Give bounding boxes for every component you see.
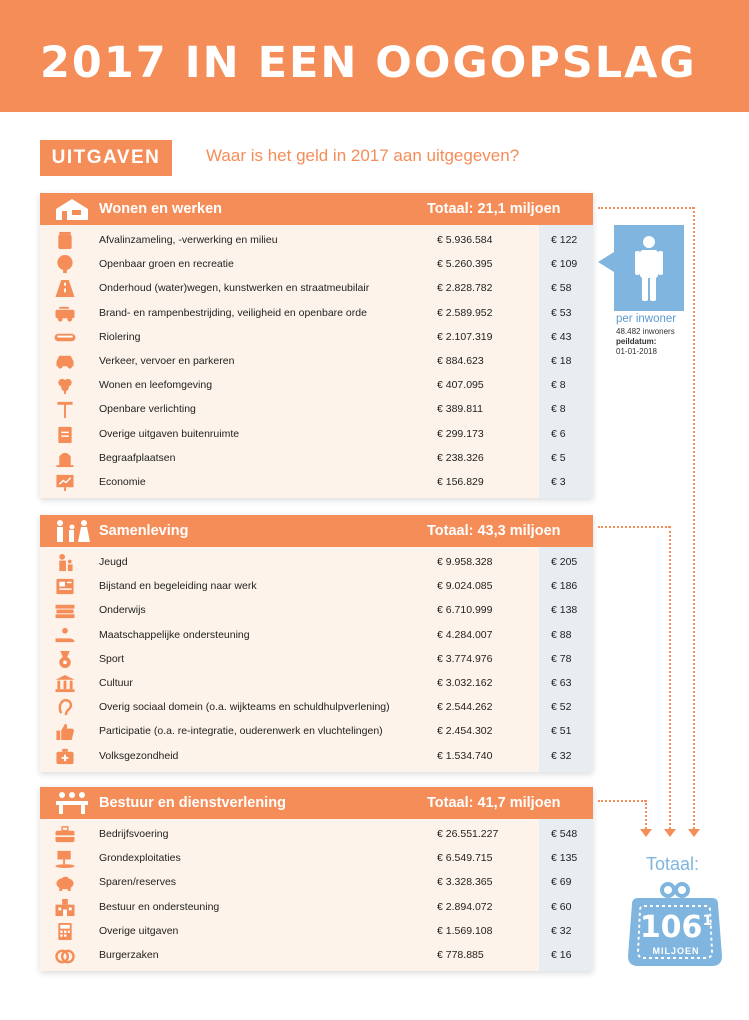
piggy-bank-icon <box>53 873 77 892</box>
row-per-inwoner: € 32 <box>551 749 572 762</box>
inwoners-count: 48.482 inwoners <box>616 327 675 336</box>
row-label: Riolering <box>99 330 141 343</box>
presentation-chart-icon <box>53 473 77 492</box>
row-per-inwoner: € 109 <box>551 258 578 271</box>
table-row <box>40 470 593 494</box>
row-label: Participatie (o.a. re-integratie, ouderenwerk en vluchtelingen) <box>99 725 383 738</box>
row-amount: € 238.326 <box>437 451 484 464</box>
table-row <box>40 349 593 373</box>
per-inwoner-box <box>614 225 684 311</box>
connector-line <box>693 207 695 829</box>
land-sign-icon <box>53 849 77 868</box>
connector-line <box>598 800 646 802</box>
section-body <box>40 225 593 498</box>
tree-icon <box>53 255 77 274</box>
medal-icon <box>53 650 77 669</box>
newspaper-icon <box>53 577 77 596</box>
table-row <box>40 671 593 695</box>
row-amount: € 4.284.007 <box>437 628 493 641</box>
row-per-inwoner: € 8 <box>551 379 566 392</box>
row-label: Sparen/reserves <box>99 876 177 889</box>
section-wonen-en-werken <box>40 193 593 498</box>
row-amount: € 884.623 <box>437 354 484 367</box>
row-label: Openbaar groen en recreatie <box>99 258 234 271</box>
table-row <box>40 943 593 967</box>
table-row <box>40 422 593 446</box>
row-per-inwoner: € 69 <box>551 876 572 889</box>
row-per-inwoner: € 205 <box>551 556 578 568</box>
totaal-number: 106 <box>639 910 703 945</box>
row-per-inwoner: € 548 <box>551 828 578 840</box>
row-amount: € 9.958.328 <box>437 556 493 568</box>
row-per-inwoner: € 6 <box>551 427 566 440</box>
row-amount: € 2.589.952 <box>437 306 493 319</box>
table-row <box>40 446 593 470</box>
row-label: Sport <box>99 652 125 665</box>
table-row <box>40 870 593 894</box>
row-per-inwoner: € 53 <box>551 306 572 319</box>
row-amount: € 2.544.262 <box>437 701 493 714</box>
car-icon <box>53 352 77 371</box>
trash-bin-icon <box>53 231 77 250</box>
subtitle: Waar is het geld in 2017 aan uitgegeven? <box>206 146 520 165</box>
clipboard-icon <box>53 425 77 444</box>
row-amount: € 2.107.319 <box>437 330 493 343</box>
section-total: Totaal: 21,1 miljoen <box>427 201 561 217</box>
town-hall-icon <box>53 898 77 917</box>
table-row <box>40 252 593 276</box>
row-per-inwoner: € 32 <box>551 924 572 937</box>
parent-child-icon <box>53 553 77 572</box>
row-per-inwoner: € 88 <box>551 628 572 641</box>
row-label: Maatschappelijke ondersteuning <box>99 628 250 641</box>
arrow-down-icon <box>664 829 676 837</box>
row-per-inwoner: € 5 <box>551 451 566 464</box>
fire-truck-icon <box>53 304 77 323</box>
row-amount: € 2.454.302 <box>437 725 493 738</box>
connector-line <box>669 526 671 829</box>
row-label: Economie <box>99 475 146 488</box>
row-per-inwoner: € 51 <box>551 725 572 738</box>
table-row <box>40 397 593 421</box>
section-header <box>40 193 593 225</box>
row-label: Overig sociaal domein (o.a. wijkteams en schuldhulpverlening) <box>99 701 390 714</box>
section-header <box>40 515 593 547</box>
table-row <box>40 895 593 919</box>
people-icon <box>52 518 92 544</box>
table-row <box>40 373 593 397</box>
row-per-inwoner: € 8 <box>551 403 566 416</box>
section-total: Totaal: 41,7 miljoen <box>427 795 561 811</box>
section-title: Samenleving <box>99 523 189 539</box>
page-title: 2017 IN EEN OOGOPSLAG <box>40 38 697 88</box>
table-row <box>40 822 593 846</box>
row-amount: € 389.811 <box>437 403 483 416</box>
table-row <box>40 276 593 300</box>
row-amount: € 407.095 <box>437 379 484 392</box>
table-row <box>40 623 593 647</box>
row-amount: € 1.534.740 <box>437 749 493 762</box>
section-title: Wonen en werken <box>99 201 223 217</box>
row-per-inwoner: € 3 <box>551 475 566 488</box>
row-label: Bedrijfsvoering <box>99 828 169 840</box>
arrow-down-icon <box>688 829 700 837</box>
street-lamp-icon <box>53 400 77 419</box>
museum-icon <box>53 674 77 693</box>
row-per-inwoner: € 122 <box>551 234 578 246</box>
section-body <box>40 547 593 772</box>
row-per-inwoner: € 78 <box>551 652 572 665</box>
table-row <box>40 598 593 622</box>
row-per-inwoner: € 63 <box>551 676 572 689</box>
row-per-inwoner: € 138 <box>551 604 578 617</box>
gravestone-icon <box>53 449 77 468</box>
row-amount: € 5.260.395 <box>437 258 493 271</box>
table-row <box>40 228 593 252</box>
row-label: Jeugd <box>99 556 128 568</box>
first-aid-icon <box>53 747 77 766</box>
totaal-value <box>636 910 716 945</box>
rings-icon <box>53 946 77 965</box>
thumbs-up-icon <box>53 722 77 741</box>
row-label: Onderhoud (water)wegen, kunstwerken en straatmeubilair <box>99 282 370 295</box>
row-label: Bijstand en begeleiding naar werk <box>99 580 257 593</box>
row-amount: € 3.774.976 <box>437 652 493 665</box>
row-label: Onderwijs <box>99 604 146 617</box>
clover-icon <box>53 376 77 395</box>
table-row <box>40 325 593 349</box>
peildatum-label: peildatum: <box>616 337 657 346</box>
table-row <box>40 647 593 671</box>
row-per-inwoner: € 18 <box>551 354 572 367</box>
table-row <box>40 919 593 943</box>
road-icon <box>53 279 77 298</box>
row-amount: € 156.829 <box>437 475 484 488</box>
person-icon <box>614 225 684 311</box>
row-label: Cultuur <box>99 676 133 689</box>
row-amount: € 2.894.072 <box>437 900 493 913</box>
connector-line <box>598 207 694 209</box>
table-row <box>40 744 593 768</box>
row-amount: € 3.328.365 <box>437 876 493 889</box>
table-row <box>40 550 593 574</box>
row-amount: € 6.549.715 <box>437 852 493 865</box>
uitgaven-tag: UITGAVEN <box>40 140 172 176</box>
table-row <box>40 846 593 870</box>
table-row <box>40 695 593 719</box>
row-amount: € 2.828.782 <box>437 282 493 295</box>
helping-hand-icon <box>53 626 77 645</box>
per-inwoner-label: per inwoner <box>616 313 677 325</box>
ear-icon <box>53 698 77 717</box>
section-body <box>40 819 593 971</box>
totaal-unit: MILJOEN <box>652 946 700 956</box>
pointer-arrow <box>598 252 614 272</box>
row-per-inwoner: € 58 <box>551 282 572 295</box>
row-label: Bestuur en ondersteuning <box>99 900 220 913</box>
row-label: Burgerzaken <box>99 948 159 961</box>
row-amount: € 5.936.584 <box>437 234 493 246</box>
header-banner <box>0 0 749 112</box>
row-per-inwoner: € 135 <box>551 852 578 865</box>
row-per-inwoner: € 16 <box>551 948 572 961</box>
table-row <box>40 301 593 325</box>
row-label: Overige uitgaven <box>99 924 179 937</box>
sewer-pipe-icon <box>53 328 77 347</box>
connector-line <box>598 526 670 528</box>
books-icon <box>53 601 77 620</box>
row-per-inwoner: € 43 <box>551 330 572 343</box>
row-amount: € 299.173 <box>437 427 484 440</box>
row-amount: € 9.024.085 <box>437 580 493 593</box>
section-total: Totaal: 43,3 miljoen <box>427 523 561 539</box>
section-title: Bestuur en dienstverlening <box>99 795 286 811</box>
connector-line <box>645 800 647 829</box>
section-bestuur-en-dienstverlening <box>40 787 593 971</box>
totaal-decimal: 1 <box>702 913 713 929</box>
row-amount: € 26.551.227 <box>437 828 499 840</box>
per-inwoner-note <box>616 327 675 357</box>
arrow-down-icon <box>640 829 652 837</box>
row-per-inwoner: € 60 <box>551 900 572 913</box>
meeting-icon <box>52 790 92 816</box>
row-amount: € 3.032.162 <box>437 676 493 689</box>
row-label: Wonen en leefomgeving <box>99 379 213 392</box>
table-row <box>40 719 593 743</box>
row-amount: € 1.569.108 <box>437 924 493 937</box>
row-label: Openbare verlichting <box>99 403 196 416</box>
totaal-label: Totaal: <box>646 854 700 874</box>
row-amount: € 778.885 <box>437 948 484 961</box>
row-label: Brand- en rampenbestrijding, veiligheid en openbare orde <box>99 306 367 319</box>
section-header <box>40 787 593 819</box>
row-label: Afvalinzameling, -verwerking en milieu <box>99 234 278 246</box>
house-icon <box>52 196 92 222</box>
row-label: Grondexploitaties <box>99 852 181 865</box>
peildatum-value: 01-01-2018 <box>616 347 657 356</box>
briefcase-icon <box>53 825 77 844</box>
table-row <box>40 574 593 598</box>
row-label: Verkeer, vervoer en parkeren <box>99 354 235 367</box>
row-label: Begraafplaatsen <box>99 451 176 464</box>
row-amount: € 6.710.999 <box>437 604 493 617</box>
row-label: Overige uitgaven buitenruimte <box>99 427 240 440</box>
calculator-icon <box>53 922 77 941</box>
section-samenleving <box>40 515 593 772</box>
row-label: Volksgezondheid <box>99 749 179 762</box>
row-per-inwoner: € 52 <box>551 701 572 714</box>
row-per-inwoner: € 186 <box>551 580 578 593</box>
